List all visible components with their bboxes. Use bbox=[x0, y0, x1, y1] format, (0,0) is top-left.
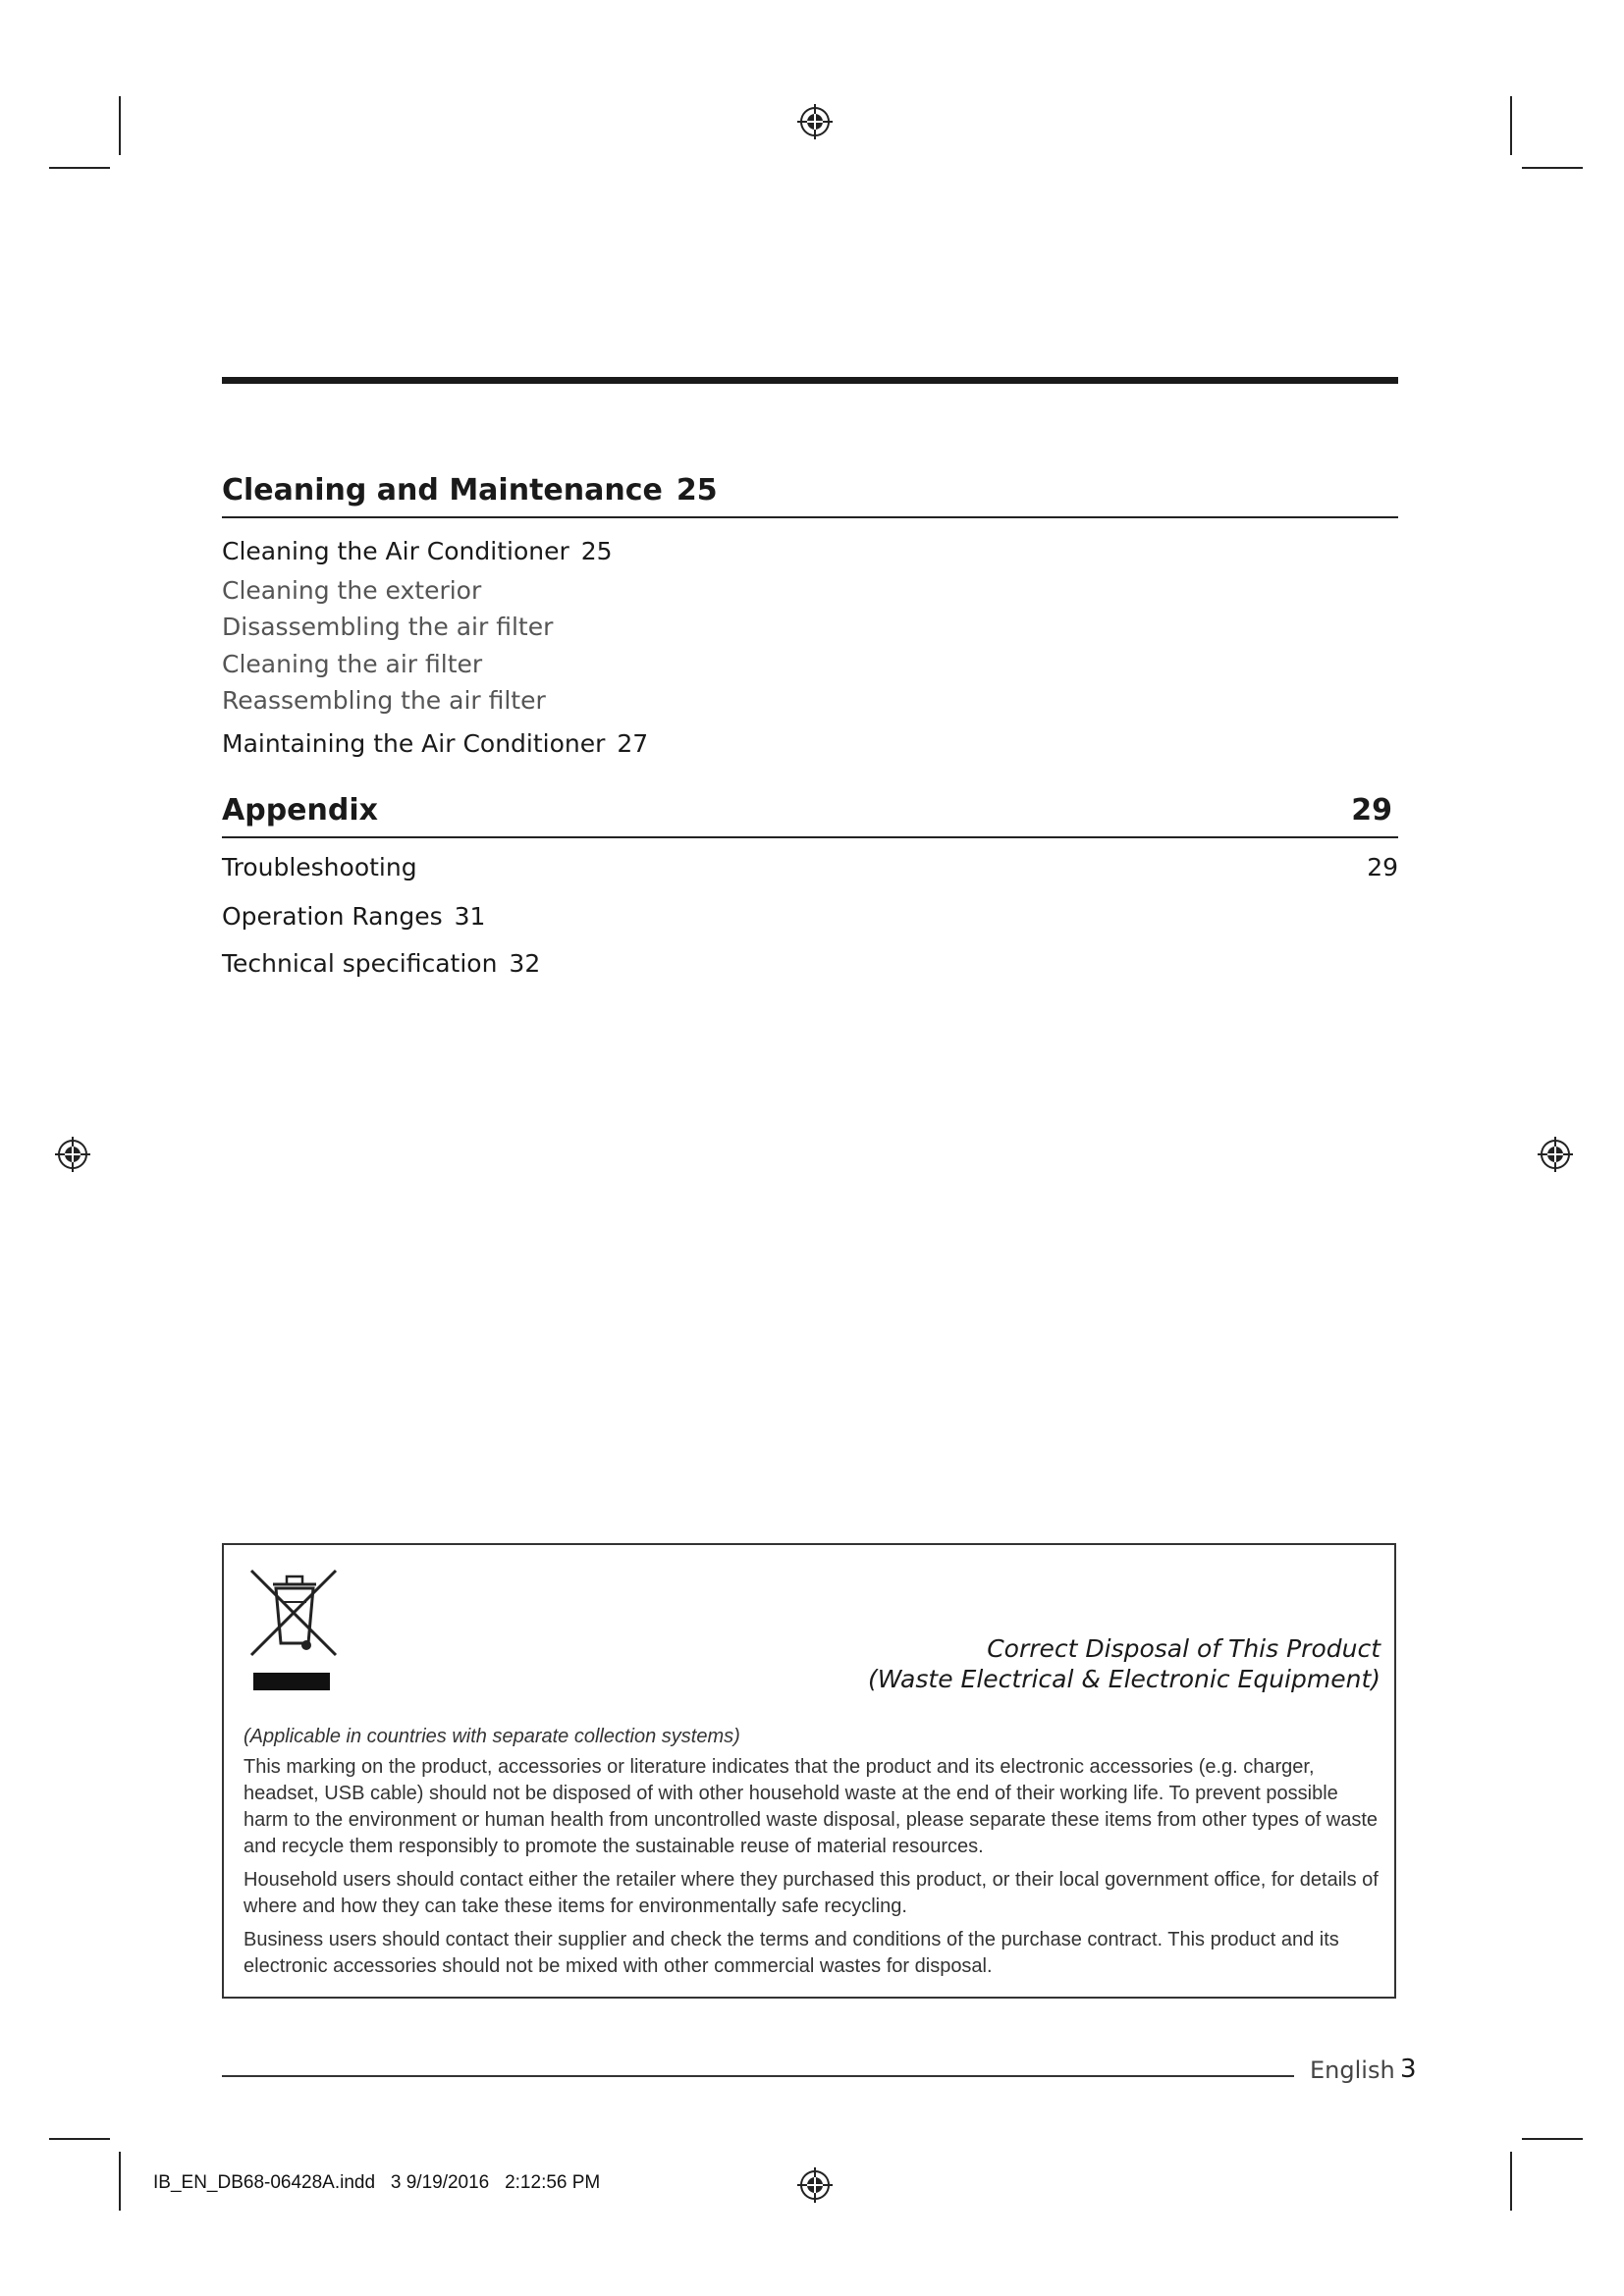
toc-entry-title: Troubleshooting bbox=[222, 853, 417, 881]
disposal-body bbox=[244, 1724, 1379, 1987]
toc-section-title: Appendix bbox=[222, 793, 378, 828]
toc-entry-maintaining-air-conditioner[interactable] bbox=[222, 728, 648, 760]
toc-entry-page: 27 bbox=[617, 729, 649, 758]
footer-rule bbox=[222, 2075, 1294, 2077]
toc-subentry-reassembling-filter[interactable]: Reassembling the air filter bbox=[222, 686, 546, 715]
toc-entry-cleaning-air-conditioner[interactable] bbox=[222, 536, 613, 567]
disposal-title bbox=[868, 1633, 1380, 1694]
toc-section-appendix[interactable] bbox=[222, 791, 1398, 838]
toc-entry-page: 29 bbox=[1367, 853, 1398, 881]
disposal-notice-box bbox=[222, 1543, 1396, 1999]
disposal-paragraph: Business users should contact their supplier and check the terms and conditions of the purchase contract. This product and its electronic accessories should not be mixed with other commercial wastes for disposal. bbox=[244, 1929, 1339, 1977]
toc-entry-troubleshooting[interactable] bbox=[222, 852, 417, 883]
disposal-title-line2: (Waste Electrical & Electronic Equipment) bbox=[867, 1665, 1380, 1693]
toc-entry-operation-ranges[interactable] bbox=[222, 901, 485, 933]
toc-entry-page: 31 bbox=[454, 902, 486, 931]
toc-entry-title: Technical specification bbox=[222, 949, 498, 978]
toc-entry-technical-specification[interactable] bbox=[222, 948, 540, 980]
disposal-applicability: (Applicable in countries with separate collection systems) bbox=[244, 1726, 740, 1747]
registration-mark-icon bbox=[795, 2165, 835, 2205]
crop-mark-top-right-vertical bbox=[1510, 96, 1512, 155]
toc-section-page: 29 bbox=[1351, 793, 1392, 828]
crossed-out-wheelie-bin-icon bbox=[244, 1561, 342, 1698]
toc-section-title: Cleaning and Maintenance bbox=[222, 473, 663, 507]
disposal-paragraph: Household users should contact either the retailer where they purchased this product, or their local government office, for details of where and how they can take these items for environmentally safe recycling. bbox=[244, 1869, 1379, 1917]
crop-mark-bottom-left-horizontal bbox=[49, 2138, 110, 2140]
toc-entry-title: Cleaning the Air Conditioner bbox=[222, 537, 569, 565]
registration-mark-icon bbox=[795, 102, 835, 141]
print-slug: IB_EN_DB68-06428A.indd 3 9/19/2016 2:12:56 PM bbox=[153, 2172, 601, 2193]
header-rule bbox=[222, 377, 1398, 384]
crop-mark-bottom-right-horizontal bbox=[1522, 2138, 1583, 2140]
footer-language: English bbox=[1310, 2056, 1395, 2084]
toc-subentry-cleaning-exterior[interactable]: Cleaning the exterior bbox=[222, 576, 482, 605]
toc-entry-title: Operation Ranges bbox=[222, 902, 443, 931]
disposal-title-line1: Correct Disposal of This Product bbox=[987, 1634, 1380, 1663]
crop-mark-top-right-horizontal bbox=[1522, 167, 1583, 169]
toc-entry-title: Maintaining the Air Conditioner bbox=[222, 729, 606, 758]
toc-section-cleaning-maintenance[interactable] bbox=[222, 471, 1398, 518]
disposal-paragraph: This marking on the product, accessories or literature indicates that the product and its electronic accessories (e.g. charger, headset, USB cable) should not be disposed of with other household waste at the end of their working life. To prevent possible harm to the environment or human health from uncontrolled waste disposal, please separate these items from other types of waste and recycle them responsibly to promote the sustainable reuse of material resources. bbox=[244, 1756, 1379, 1857]
toc-entry-page: 32 bbox=[509, 949, 541, 978]
toc-subentry-disassembling-filter[interactable]: Disassembling the air filter bbox=[222, 613, 554, 641]
toc-entry-page: 25 bbox=[580, 537, 613, 565]
toc-subentry-cleaning-filter[interactable]: Cleaning the air filter bbox=[222, 650, 483, 678]
crop-mark-top-left-vertical bbox=[119, 96, 121, 155]
footer-page-number: 3 bbox=[1400, 2055, 1417, 2084]
registration-mark-icon bbox=[53, 1135, 92, 1174]
registration-mark-icon bbox=[1536, 1135, 1575, 1174]
toc-section-page: 25 bbox=[676, 473, 718, 507]
crop-mark-bottom-left-vertical bbox=[119, 2152, 121, 2211]
crop-mark-top-left-horizontal bbox=[49, 167, 110, 169]
crop-mark-bottom-right-vertical bbox=[1510, 2152, 1512, 2211]
